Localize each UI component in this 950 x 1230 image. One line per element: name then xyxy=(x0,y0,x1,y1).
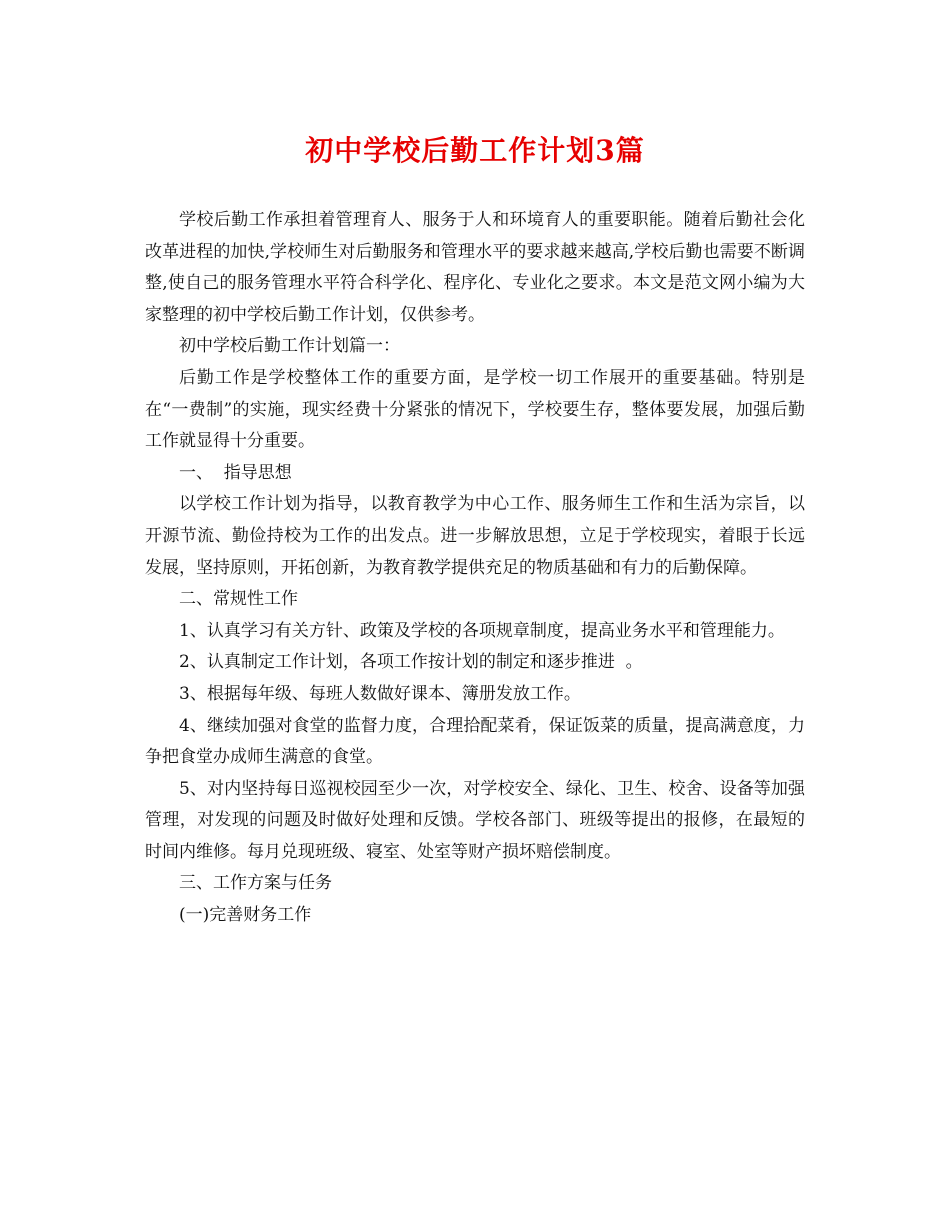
list-item-3: 3、根据每年级、每班人数做好课本、簿册发放工作。 xyxy=(179,683,581,704)
section-heading-routine-work: 二、常规性工作 xyxy=(179,589,298,610)
paragraph-intro: 学校后勤工作承担着管理育人、服务于人和环境育人的重要职能。随着后勤社会化改革进程的加快,学校师生对后勤服务和管理水平的要求越来越高,学校后勤也需要不断调整,使自己的服务管理水平符合科学化、程序化、专业化之要求。本文是范文网小编为大家整理的初中学校后勤工作计划，仅供参考。 xyxy=(145,210,805,325)
paragraph-plan-one-heading: 初中学校后勤工作计划篇一： xyxy=(179,336,400,357)
paragraph-overview: 后勤工作是学校整体工作的重要方面，是学校一切工作展开的重要基础。特别是在“一费制”的实施，现实经费十分紧张的情况下，学校要生存，整体要发展，加强后勤工作就显得十分重要。 xyxy=(145,367,805,452)
list-item-1: 1、认真学习有关方针、政策及学校的各项规章制度，提高业务水平和管理能力。 xyxy=(179,620,785,641)
section-heading-work-plan: 三、工作方案与任务 xyxy=(179,873,332,894)
paragraph-guiding-thought: 以学校工作计划为指导，以教育教学为中心工作、服务师生工作和生活为宗旨，以开源节流、勤俭持校为工作的出发点。进一步解放思想，立足于学校现实，着眼于长远发展，坚持原则，开拓创新，为教育教学提供充足的物质基础和有力的后勤保障。 xyxy=(145,494,805,578)
subsection-heading-finance: (一)完善财务工作 xyxy=(179,905,312,926)
document-body xyxy=(145,205,805,932)
section-heading-guiding-thought: 一、 指导思想 xyxy=(179,462,292,483)
document-title: 初中学校后勤工作计划3篇 xyxy=(305,134,645,167)
list-item-4: 4、继续加强对食堂的监督力度，合理拾配菜肴，保证饭菜的质量，提高满意度，力争把食堂办成师生满意的食堂。 xyxy=(145,715,805,768)
list-item-5: 5、对内坚持每日巡视校园至少一次，对学校安全、绿化、卫生、校舍、设备等加强管理，对发现的问题及时做好处理和反馈。学校各部门、班级等提出的报修，在最短的时间内维修。每月兑现班级、寝室、处室等财产损坏赔偿制度。 xyxy=(145,778,805,862)
list-item-2: 2、认真制定工作计划，各项工作按计划的制定和逐步推进 。 xyxy=(179,652,643,673)
